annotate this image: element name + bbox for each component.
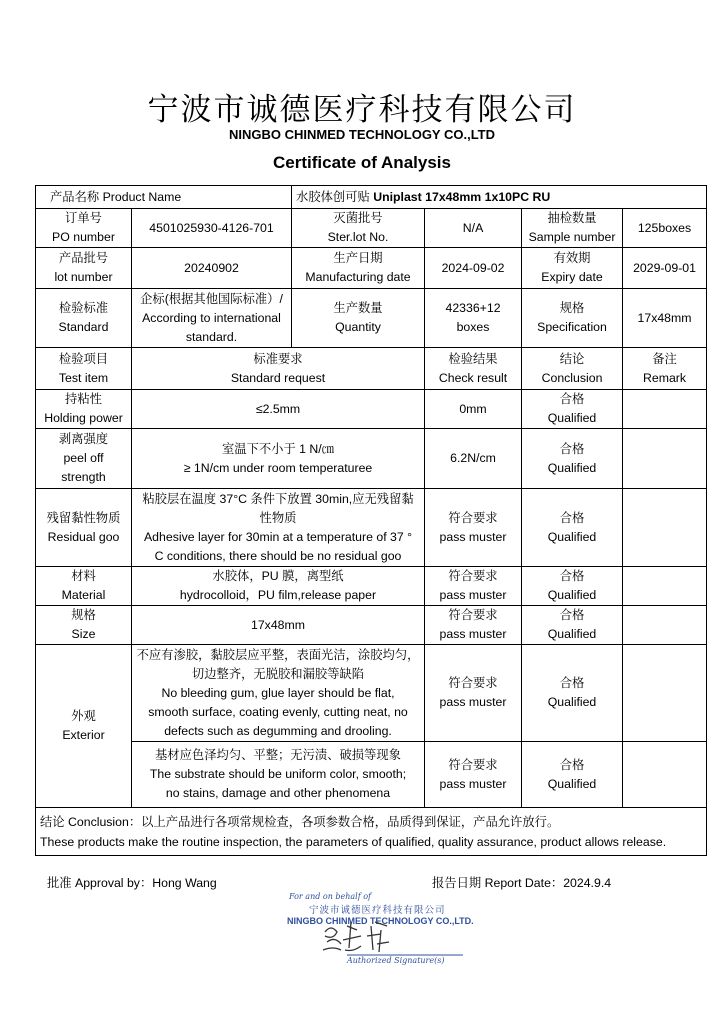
header-conclusion: 结论 Conclusion: [522, 348, 623, 390]
residual-request: 粘胶层在温度 37°C 条件下放置 30min,应无残留黏 性物质 Adhesive layer for 30min at a temperature of 37 ° C conditions, there should be no residual goo: [132, 489, 425, 567]
standard-row: [36, 289, 707, 348]
stamp-line-4: Authorized Signature(s): [347, 956, 445, 965]
holding-result: 0mm: [425, 390, 522, 429]
test-row-holding: [36, 390, 707, 429]
exterior-conclusion-1: 合格 Qualified: [522, 645, 623, 742]
stamp-line-1: For and on behalf of: [289, 892, 372, 901]
material-request: 水胶体，PU 膜，离型纸 hydrocolloid，PU film,release paper: [132, 567, 425, 606]
tests-header-row: [36, 348, 707, 390]
standard-value: 企标(根据其他国际标准）/ According to international standard.: [132, 289, 292, 348]
exterior-remark-2: [623, 742, 707, 808]
sample-label: 抽检数量 Sample number: [522, 209, 623, 248]
ster-lot-value: N/A: [425, 209, 522, 248]
header-remark: 备注 Remark: [623, 348, 707, 390]
material-result: 符合要求 pass muster: [425, 567, 522, 606]
size-request: 17x48mm: [132, 606, 425, 645]
report-date-label: 报告日期 Report Date：: [432, 876, 564, 890]
holding-remark: [623, 390, 707, 429]
size-conclusion: 合格 Qualified: [522, 606, 623, 645]
stamp-line-2: 宁波市诚德医疗科技有限公司: [309, 905, 446, 916]
residual-result: 符合要求 pass muster: [425, 489, 522, 567]
test-row-peel: [36, 429, 707, 489]
expiry-value: 2029-09-01: [623, 248, 707, 289]
report-date: [432, 873, 611, 891]
sample-value: 125boxes: [623, 209, 707, 248]
exterior-result-2: 符合要求 pass muster: [425, 742, 522, 808]
size-result: 符合要求 pass muster: [425, 606, 522, 645]
test-row-material: [36, 567, 707, 606]
mfg-date-value: 2024-09-02: [425, 248, 522, 289]
approval-by: [47, 873, 217, 891]
specification-value: 17x48mm: [623, 289, 707, 348]
product-row: [36, 186, 707, 209]
lot-label: 产品批号 lot number: [36, 248, 132, 289]
company-name-cn: 宁波市诚德医疗科技有限公司: [147, 92, 577, 128]
product-name-en: Uniplast 17x48mm 1x10PC RU: [373, 189, 551, 204]
residual-conclusion: 合格 Qualified: [522, 489, 623, 567]
ster-lot-label: 灭菌批号 Ster.lot No.: [292, 209, 425, 248]
po-row: [36, 209, 707, 248]
company-stamp: [285, 892, 475, 968]
material-conclusion: 合格 Qualified: [522, 567, 623, 606]
exterior-remark-1: [623, 645, 707, 742]
lot-row: [36, 248, 707, 289]
po-label: 订单号 PO number: [36, 209, 132, 248]
holding-conclusion: 合格 Qualified: [522, 390, 623, 429]
standard-label: 检验标准 Standard: [36, 289, 132, 348]
peel-name: 剥离强度 peel off strength: [36, 429, 132, 489]
size-name: 规格 Size: [36, 606, 132, 645]
test-row-residual: [36, 489, 707, 567]
certificate-table: [35, 185, 707, 856]
test-row-exterior-1: [36, 645, 707, 742]
test-row-size: [36, 606, 707, 645]
product-name-value: [292, 186, 707, 209]
quantity-value: 42336+12 boxes: [425, 289, 522, 348]
exterior-conclusion-2: 合格 Qualified: [522, 742, 623, 808]
lot-value: 20240902: [132, 248, 292, 289]
product-name-label: 产品名称 Product Name: [36, 186, 292, 209]
header-standard-request: 标准要求 Standard request: [132, 348, 425, 390]
peel-conclusion: 合格 Qualified: [522, 429, 623, 489]
header-check-result: 检验结果 Check result: [425, 348, 522, 390]
exterior-name: 外观 Exterior: [36, 645, 132, 808]
approval-name: Hong Wang: [152, 876, 217, 890]
peel-remark: [623, 429, 707, 489]
holding-request: ≤2.5mm: [132, 390, 425, 429]
expiry-label: 有效期 Expiry date: [522, 248, 623, 289]
specification-label: 规格 Specification: [522, 289, 623, 348]
exterior-request-1: 不应有渗胶，黏胶层应平整，表面光洁，涂胶均匀， 切边整齐，无脱胶和漏胶等缺陷 No bleeding gum, glue layer should be flat, smooth surface, coating evenly, cutting neat, no defects such as degumming and drooling.: [132, 645, 425, 742]
report-date-value: 2024.9.4: [563, 876, 612, 890]
conclusion-text: [36, 808, 707, 856]
stamp-line-3: NINGBO CHINMED TECHNOLOGY CO.,LTD.: [287, 916, 474, 926]
test-row-exterior-2: [36, 742, 707, 808]
document-title: Certificate of Analysis: [273, 153, 451, 172]
approval-label: 批准 Approval by：: [47, 876, 153, 890]
peel-result: 6.2N/cm: [425, 429, 522, 489]
residual-name: 残留黏性物质 Residual goo: [36, 489, 132, 567]
conclusion-cn: 结论 Conclusion：以上产品进行各项常规检查，各项参数合格，品质得到保证，产品允许放行。: [40, 814, 560, 829]
peel-request: 室温下不小于 1 N/㎝ ≥ 1N/cm under room temperaturee: [132, 429, 425, 489]
conclusion-en: These products make the routine inspection, the parameters of qualified, quality assurance, product allows release.: [40, 834, 667, 849]
exterior-result-1: 符合要求 pass muster: [425, 645, 522, 742]
quantity-label: 生产数量 Quantity: [292, 289, 425, 348]
mfg-date-label: 生产日期 Manufacturing date: [292, 248, 425, 289]
conclusion-row: [36, 808, 707, 856]
size-remark: [623, 606, 707, 645]
residual-remark: [623, 489, 707, 567]
po-value: 4501025930-4126-701: [132, 209, 292, 248]
exterior-request-2: 基材应色泽均匀、平整；无污渍、破损等现象 The substrate should be uniform color, smooth; no stains, damage and other phenomena: [132, 742, 425, 808]
company-name-en: NINGBO CHINMED TECHNOLOGY CO.,LTD: [228, 127, 496, 142]
product-name-cn: 水胶体创可贴: [296, 189, 370, 204]
material-remark: [623, 567, 707, 606]
header-test-item: 检验项目 Test item: [36, 348, 132, 390]
material-name: 材料 Material: [36, 567, 132, 606]
holding-name: 持粘性 Holding power: [36, 390, 132, 429]
